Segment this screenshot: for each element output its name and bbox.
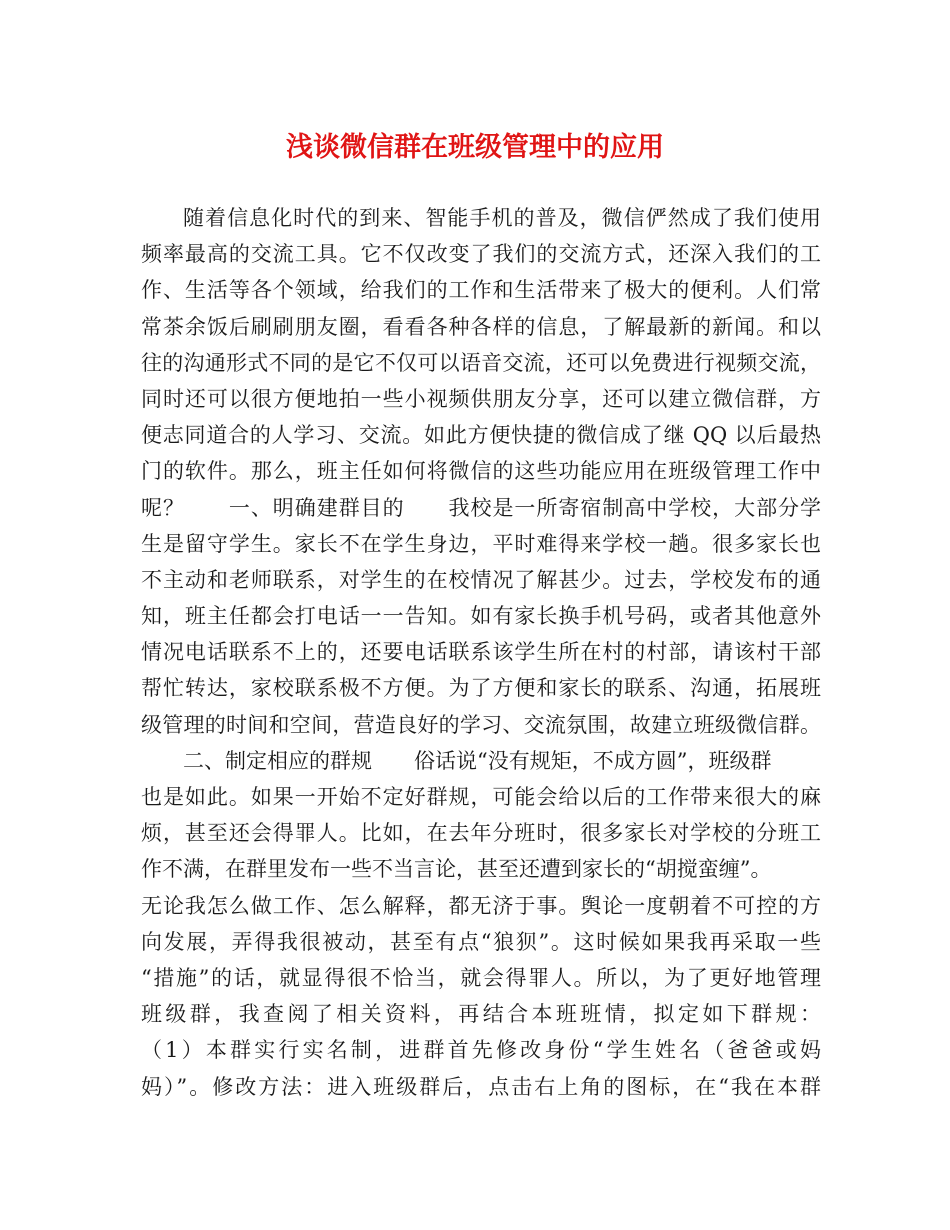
text-line: 往的沟通形式不同的是它不仅可以语音交流，还可以免费进行视频交流， xyxy=(141,350,821,375)
text-line: 生是留守学生。家长不在学生身边，平时难得来学校一趟。很多家长也 xyxy=(141,531,821,556)
text-line: 频率最高的交流工具。它不仅改变了我们的交流方式，还深入我们的工 xyxy=(141,242,821,267)
text-line: 不主动和老师联系，对学生的在校情况了解甚少。过去，学校发布的通 xyxy=(141,567,821,592)
text-line: 门的软件。那么，班主任如何将微信的这些功能应用在班级管理工作中 xyxy=(141,459,821,484)
text-line: 知，班主任都会打电话一一告知。如有家长换手机号码，或者其他意外 xyxy=(141,604,821,629)
text-line: “措施”的话，就显得很不恰当，就会得罪人。所以，为了更好地管理 xyxy=(141,965,821,990)
document-body xyxy=(141,200,821,1105)
text-line: 同时还可以很方便地拍一些小视频供朋友分享，还可以建立微信群，方 xyxy=(141,386,821,411)
text-line: 也是如此。如果一开始不定好群规，可能会给以后的工作带来很大的麻 xyxy=(141,785,821,809)
text-line: 随着信息化时代的到来、智能手机的普及，微信俨然成了我们使用 xyxy=(183,206,821,230)
text-line: 级管理的时间和空间，营造良好的学习、交流氛围，故建立班级微信群。 xyxy=(141,712,821,737)
text-line: 作、生活等各个领域，给我们的工作和生活带来了极大的便利。人们常 xyxy=(141,278,821,303)
document-title: 浅谈微信群在班级管理中的应用 xyxy=(286,132,664,163)
text-line: 妈）”。修改方法：进入班级群后，点击右上角的图标，在“我在本群 xyxy=(141,1074,821,1099)
text-line: 班级群，我查阅了相关资料，再结合本班班情，拟定如下群规： xyxy=(141,1002,821,1027)
text-line: 二、制定相应的群规 俗话说“没有规矩，不成方圆”，班级群 xyxy=(183,748,772,773)
text-line: 向发展，弄得我很被动，甚至有点“狼狈”。这时候如果我再采取一些 xyxy=(141,929,821,954)
text-line: 情况电话联系不上的，还要电话联系该学生所在村的村部，请该村干部 xyxy=(141,640,821,665)
text-line: 无论我怎么做工作、怎么解释，都无济于事。舆论一度朝着不可控的方 xyxy=(141,893,821,918)
text-line: 便志同道合的人学习、交流。如此方便快捷的微信成了继 QQ 以后最热 xyxy=(141,423,821,448)
text-line: 呢？ 一、明确建群目的 我校是一所寄宿制高中学校，大部分学 xyxy=(141,495,821,520)
text-line: 常茶余饭后刷刷朋友圈，看看各种各样的信息，了解最新的新闻。和以 xyxy=(141,314,821,339)
text-line: 帮忙转达，家校联系极不方便。为了方便和家长的联系、沟通，拓展班 xyxy=(141,676,821,701)
text-line: 烦，甚至还会得罪人。比如，在去年分班时，很多家长对学校的分班工 xyxy=(141,821,821,846)
text-line: （1）本群实行实名制，进群首先修改身份“学生姓名（爸爸或妈 xyxy=(141,1038,821,1063)
text-line: 作不满，在群里发布一些不当言论，甚至还遭到家长的“胡搅蛮缠”。 xyxy=(141,857,772,882)
